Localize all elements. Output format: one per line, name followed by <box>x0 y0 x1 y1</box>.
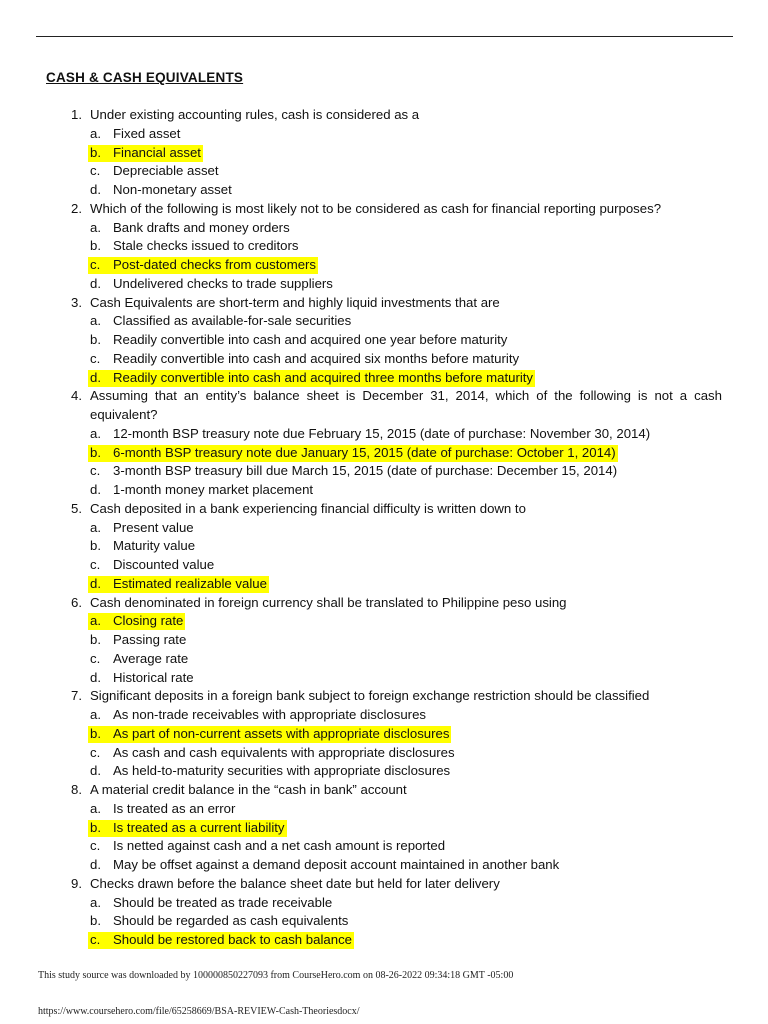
option-text: Readily convertible into cash and acquired one year before maturity <box>113 332 508 347</box>
option-text: As held-to-maturity securities with appropriate disclosures <box>113 763 451 779</box>
question-item <box>0 106 768 200</box>
option-text: 6-month BSP treasury note due January 15, 2015 (date of purchase: October 1, 2014) <box>113 444 616 460</box>
option-text: Closing rate <box>113 613 184 629</box>
option-text: As part of non-current assets with appropriate disclosures <box>113 725 450 741</box>
answer-option <box>0 312 768 331</box>
option-text: May be offset against a demand deposit account maintained in another bank <box>113 857 560 872</box>
option-text: Fixed asset <box>113 125 181 141</box>
option-text: Estimated realizable value <box>113 575 267 591</box>
answer-option <box>0 481 768 500</box>
answer-option-highlighted <box>0 144 768 163</box>
option-letter: c. <box>90 350 101 366</box>
option-text: Is treated as a current liability <box>113 819 285 835</box>
source-url-link[interactable]: https://www.coursehero.com/file/65258669/BSA-REVIEW-Cash-Theoriesdocx/ <box>38 1006 360 1017</box>
answer-option-highlighted <box>0 612 768 631</box>
option-text: Readily convertible into cash and acquired three months before maturity <box>113 369 534 385</box>
answer-option <box>0 519 768 538</box>
question-number: 6. <box>71 594 82 610</box>
question-number: 4. <box>71 388 82 404</box>
answer-option <box>0 162 768 181</box>
question-text: Under existing accounting rules, cash is considered as a <box>90 107 420 122</box>
question-item <box>0 781 768 875</box>
option-text: Is treated as an error <box>113 800 236 816</box>
question-text: Assuming that an entity’s balance sheet is December 31, 2014, which of the following is not a cash equivalent? <box>90 388 722 422</box>
option-text: Maturity value <box>113 538 196 554</box>
answer-option <box>0 425 768 444</box>
option-letter: b. <box>90 538 101 554</box>
question-text: Cash denominated in foreign currency shall be translated to Philippine peso using <box>90 594 567 610</box>
question-text: A material credit balance in the “cash in bank” account <box>90 782 407 797</box>
question-item <box>0 200 768 294</box>
option-text: Classified as available-for-sale securities <box>113 313 352 329</box>
answer-option-highlighted <box>0 931 768 950</box>
option-letter: b. <box>90 632 101 647</box>
option-text: Should be restored back to cash balance <box>113 932 352 947</box>
question-text: Which of the following is most likely not to be considered as cash for financial reporting purposes? <box>90 200 662 216</box>
answer-option <box>0 331 768 350</box>
option-letter: a. <box>90 519 101 535</box>
answer-option-highlighted <box>0 575 768 594</box>
question-text: Checks drawn before the balance sheet date but held for later delivery <box>90 875 500 891</box>
option-letter: d. <box>90 857 101 872</box>
option-letter: c. <box>90 463 101 479</box>
answer-option <box>0 237 768 256</box>
answer-option-highlighted <box>0 819 768 838</box>
option-text: Should be regarded as cash equivalents <box>113 913 349 929</box>
answer-option <box>0 706 768 725</box>
option-letter: c. <box>90 650 101 666</box>
answer-option <box>0 800 768 819</box>
option-letter: c. <box>90 163 101 179</box>
question-text: Cash deposited in a bank experiencing financial difficulty is written down to <box>90 500 526 516</box>
question-text: Cash Equivalents are short-term and highly liquid investments that are <box>90 294 500 310</box>
option-letter: a. <box>90 800 101 816</box>
option-letter: c. <box>90 744 101 760</box>
option-text: Historical rate <box>113 669 194 685</box>
answer-option <box>0 856 768 875</box>
question-number: 7. <box>71 688 82 704</box>
option-text: 12-month BSP treasury note due February 15, 2015 (date of purchase: November 30, 2014) <box>113 425 651 441</box>
option-letter: d. <box>90 763 101 779</box>
option-letter: d. <box>90 275 101 291</box>
answer-option-highlighted <box>0 256 768 275</box>
option-text: Stale checks issued to creditors <box>113 238 299 254</box>
answer-option <box>0 219 768 238</box>
document-title: CASH & CASH EQUIVALENTS <box>46 70 244 85</box>
option-text: Is netted against cash and a net cash amount is reported <box>113 838 446 854</box>
question-number: 2. <box>71 200 82 216</box>
question-number: 3. <box>71 294 82 310</box>
option-letter: a. <box>90 707 101 722</box>
option-text: 3-month BSP treasury bill due March 15, 2015 (date of purchase: December 15, 2014) <box>113 463 618 479</box>
answer-option-highlighted <box>0 444 768 463</box>
option-text: 1-month money market placement <box>113 482 314 497</box>
option-text: Post-dated checks from customers <box>113 257 317 272</box>
option-letter: d. <box>90 182 101 197</box>
option-text: Present value <box>113 519 194 535</box>
option-text: Non-monetary asset <box>113 182 232 197</box>
option-letter: b. <box>90 444 101 460</box>
option-letter: b. <box>90 238 101 254</box>
option-text: Passing rate <box>113 632 187 647</box>
answer-option <box>0 275 768 294</box>
answer-option <box>0 125 768 144</box>
answer-option <box>0 537 768 556</box>
option-text: Undelivered checks to trade suppliers <box>113 275 333 291</box>
option-letter: c. <box>90 257 101 272</box>
answer-option <box>0 762 768 781</box>
option-letter: b. <box>90 144 101 160</box>
answer-option <box>0 350 768 369</box>
option-letter: a. <box>90 894 101 910</box>
question-list <box>0 106 768 950</box>
option-letter: a. <box>90 613 101 629</box>
answer-option <box>0 650 768 669</box>
answer-option <box>0 912 768 931</box>
answer-option <box>0 894 768 913</box>
option-letter: a. <box>90 313 101 329</box>
option-letter: c. <box>90 932 101 947</box>
option-letter: a. <box>90 425 101 441</box>
answer-option <box>0 631 768 650</box>
answer-option <box>0 181 768 200</box>
option-text: Readily convertible into cash and acquired six months before maturity <box>113 350 520 366</box>
option-letter: b. <box>90 913 101 929</box>
question-item <box>0 294 768 388</box>
option-letter: c. <box>90 838 101 854</box>
answer-option <box>0 556 768 575</box>
answer-option <box>0 837 768 856</box>
question-item <box>0 687 768 781</box>
option-text: Financial asset <box>113 144 201 160</box>
question-text: Significant deposits in a foreign bank subject to foreign exchange restriction should be classified <box>90 688 650 704</box>
option-letter: b. <box>90 332 101 347</box>
option-letter: d. <box>90 369 101 385</box>
option-text: Depreciable asset <box>113 163 219 179</box>
option-letter: c. <box>90 557 101 572</box>
option-letter: b. <box>90 819 101 835</box>
top-divider <box>36 36 733 37</box>
option-text: As cash and cash equivalents with appropriate disclosures <box>113 744 455 760</box>
question-item <box>0 387 768 500</box>
question-number: 1. <box>71 107 82 122</box>
question-item <box>0 500 768 594</box>
option-letter: a. <box>90 219 101 235</box>
option-text: Average rate <box>113 650 189 666</box>
option-letter: d. <box>90 669 101 685</box>
question-number: 9. <box>71 875 82 891</box>
answer-option <box>0 744 768 763</box>
option-text: Discounted value <box>113 557 215 572</box>
question-number: 8. <box>71 782 82 797</box>
option-text: Bank drafts and money orders <box>113 219 290 235</box>
question-item <box>0 594 768 688</box>
question-item <box>0 875 768 950</box>
option-text: As non-trade receivables with appropriate disclosures <box>113 707 426 722</box>
option-letter: d. <box>90 482 101 497</box>
answer-option-highlighted <box>0 725 768 744</box>
option-letter: b. <box>90 725 101 741</box>
download-source-note: This study source was downloaded by 100000850227093 from CourseHero.com on 08-26-2022 09:34:18 GMT -05:00 <box>38 970 514 981</box>
option-text: Should be treated as trade receivable <box>113 894 333 910</box>
answer-option-highlighted <box>0 369 768 388</box>
question-number: 5. <box>71 500 82 516</box>
option-letter: d. <box>90 575 101 591</box>
answer-option <box>0 669 768 688</box>
option-letter: a. <box>90 125 101 141</box>
answer-option <box>0 462 768 481</box>
